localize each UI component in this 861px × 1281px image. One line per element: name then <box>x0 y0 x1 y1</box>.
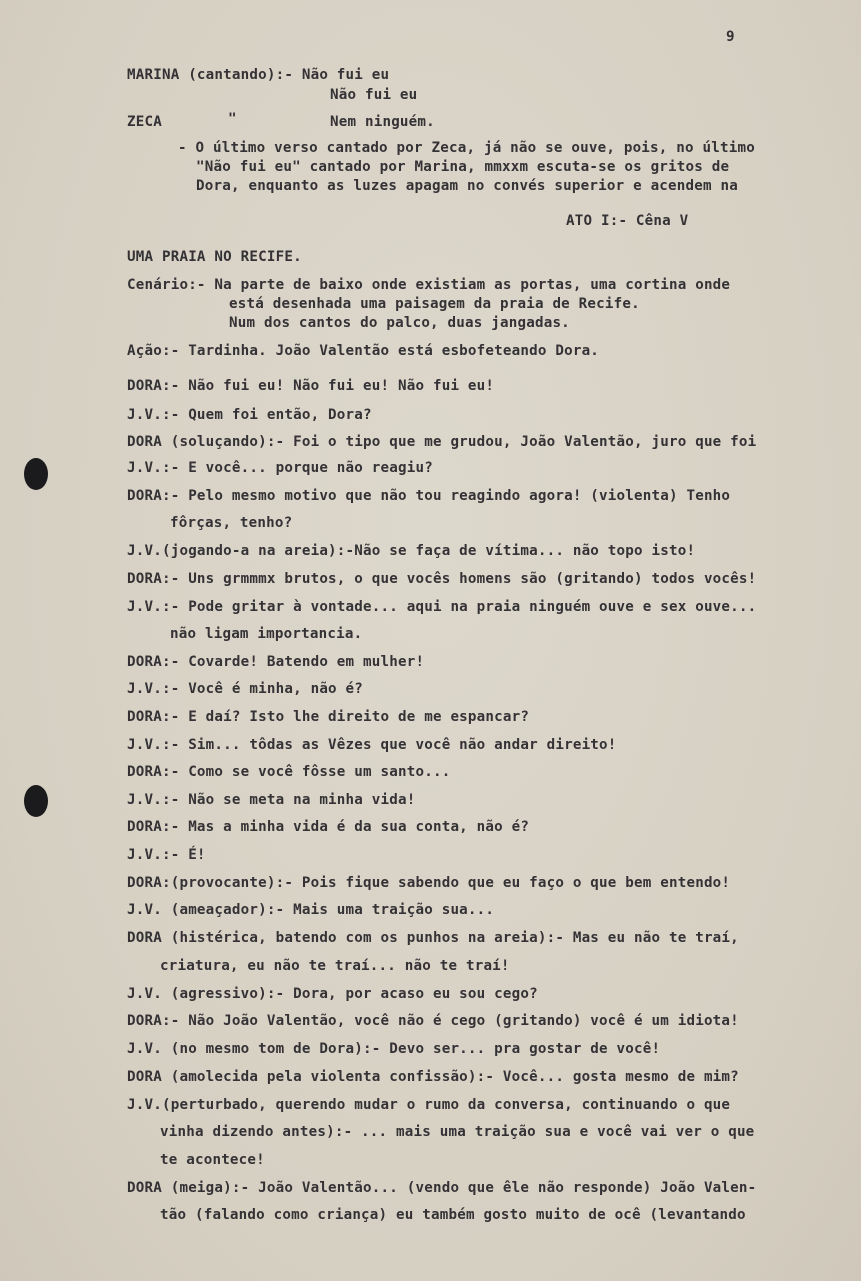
setting-heading: UMA PRAIA NO RECIFE. <box>127 249 302 265</box>
script-line: J.V.(perturbado, querendo mudar o rumo da conversa, continuando o que <box>127 1097 731 1113</box>
script-line: Ação:- Tardinha. João Valentão está esbofeteando Dora. <box>127 343 600 359</box>
script-line: Não fui eu <box>330 87 418 103</box>
script-line: MARINA (cantando):- Não fui eu <box>127 67 390 83</box>
script-line: vinha dizendo antes):- ... mais uma traição sua e você vai ver o que <box>160 1124 755 1140</box>
binder-hole-bottom <box>24 785 48 817</box>
script-line: Cenário:- Na parte de baixo onde existiam as portas, uma cortina onde <box>127 277 731 293</box>
page-number: 9 <box>726 29 735 45</box>
script-line: DORA:- E daí? Isto lhe direito de me espancar? <box>127 709 530 725</box>
script-line: DORA:- Não João Valentão, você não é cego (gritando) você é um idiota! <box>127 1013 739 1029</box>
script-line: J.V.:- E você... porque não reagiu? <box>127 460 433 476</box>
script-line: ZECA <box>127 114 162 130</box>
script-line: J.V.(jogando-a na areia):-Não se faça de vítima... não topo isto! <box>127 543 696 559</box>
script-line: está desenhada uma paisagem da praia de Recife. <box>229 296 640 312</box>
script-line: J.V. (ameaçador):- Mais uma traição sua... <box>127 902 495 918</box>
script-line: DORA (amolecida pela violenta confissão):- Você... gosta mesmo de mim? <box>127 1069 739 1085</box>
script-line: J.V.:- Você é minha, não é? <box>127 681 364 697</box>
binder-hole-top <box>24 458 48 490</box>
script-line: fôrças, tenho? <box>170 515 293 531</box>
script-line: DORA:- Pelo mesmo motivo que não tou reagindo agora! (violenta) Tenho <box>127 488 731 504</box>
script-line: te acontece! <box>160 1152 265 1168</box>
script-line: J.V. (no mesmo tom de Dora):- Devo ser... pra gostar de você! <box>127 1041 661 1057</box>
script-line: J.V.:- Quem foi então, Dora? <box>127 407 372 423</box>
script-line: tão (falando como criança) eu também gosto muito de ocê (levantando <box>160 1207 746 1223</box>
script-line: DORA:- Não fui eu! Não fui eu! Não fui eu! <box>127 378 495 394</box>
script-line: " <box>228 111 237 127</box>
script-line: DORA:- Uns grmmmx brutos, o que vocês homens são (gritando) todos vocês! <box>127 571 757 587</box>
script-line: Num dos cantos do palco, duas jangadas. <box>229 315 570 331</box>
script-line: DORA:- Covarde! Batendo em mulher! <box>127 654 425 670</box>
script-line: DORA (soluçando):- Foi o tipo que me grudou, João Valentão, juro que foi <box>127 434 757 450</box>
act-scene-heading: ATO I:- Cêna V <box>566 213 689 229</box>
script-line: Nem ninguém. <box>330 114 435 130</box>
script-line: J.V.:- Sim... tôdas as Vêzes que você não andar direito! <box>127 737 617 753</box>
script-line: J.V.:- É! <box>127 847 206 863</box>
script-line: Dora, enquanto as luzes apagam no convés superior e acendem na <box>196 178 738 194</box>
script-line: não ligam importancia. <box>170 626 363 642</box>
script-line: J.V. (agressivo):- Dora, por acaso eu sou cego? <box>127 986 538 1002</box>
script-line: J.V.:- Pode gritar à vontade... aqui na praia ninguém ouve e sex ouve... <box>127 599 757 615</box>
script-line: DORA:(provocante):- Pois fique sabendo que eu faço o que bem entendo! <box>127 875 731 891</box>
script-line: J.V.:- Não se meta na minha vida! <box>127 792 416 808</box>
script-line: criatura, eu não te traí... não te traí! <box>160 958 510 974</box>
script-line: - O último verso cantado por Zeca, já não se ouve, pois, no último <box>178 140 755 156</box>
script-line: DORA (meiga):- João Valentão... (vendo que êle não responde) João Valen- <box>127 1180 757 1196</box>
script-line: DORA:- Mas a minha vida é da sua conta, não é? <box>127 819 530 835</box>
script-line: "Não fui eu" cantado por Marina, mmxxm escuta-se os gritos de <box>196 159 730 175</box>
script-line: DORA:- Como se você fôsse um santo... <box>127 764 451 780</box>
script-line: DORA (histérica, batendo com os punhos na areia):- Mas eu não te traí, <box>127 930 739 946</box>
